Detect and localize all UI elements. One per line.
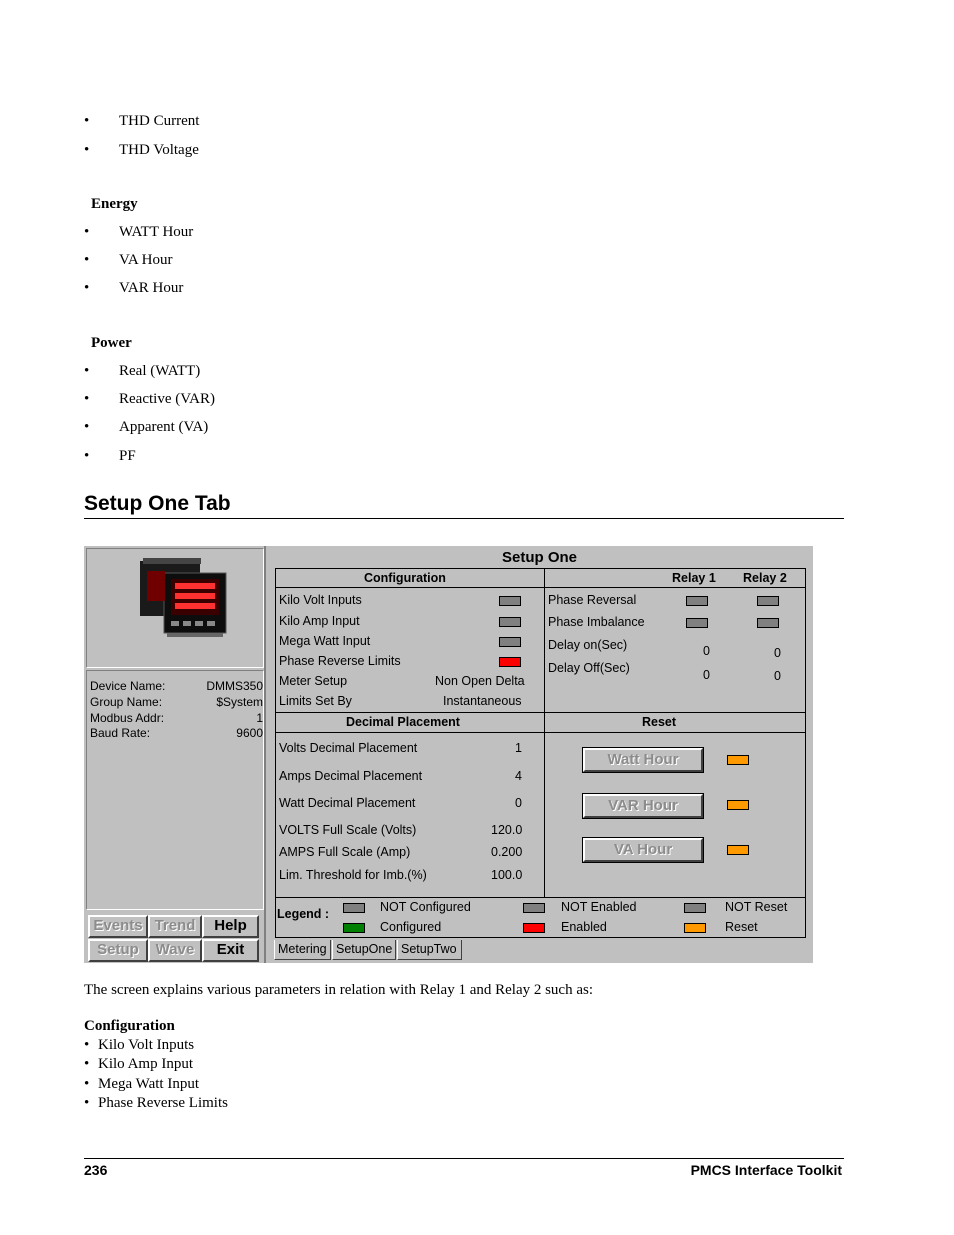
legend-not-reset-label: NOT Reset	[725, 900, 788, 914]
delay-off-label: Delay Off(Sec)	[548, 661, 630, 675]
va-hour-reset-button[interactable]: VA Hour	[583, 838, 703, 862]
bullet-icon: •	[84, 252, 90, 268]
configuration-heading: Configuration	[84, 1018, 175, 1034]
mega-watt-input-indicator[interactable]	[499, 637, 521, 647]
intro-paragraph: The screen explains various parameters in relation with Relay 1 and Relay 2 such as:	[84, 982, 594, 998]
lim-threshold-label: Lim. Threshold for Imb.(%)	[279, 868, 427, 882]
list-item: • VAR Hour	[84, 280, 184, 296]
phase-reverse-limits-label: Phase Reverse Limits	[279, 654, 401, 668]
bullet-icon: •	[84, 1076, 90, 1092]
delay-on-relay1-value[interactable]: 0	[703, 644, 710, 658]
tab-setup-two[interactable]: SetupTwo	[397, 940, 462, 960]
bullet-icon: •	[84, 419, 90, 435]
amps-decimal-label: Amps Decimal Placement	[279, 769, 423, 783]
baud-rate-row: Baud Rate: 9600	[90, 726, 263, 740]
bullet-icon: •	[84, 1056, 90, 1072]
lim-threshold-value[interactable]: 100.0	[491, 868, 523, 882]
section-title: Setup One Tab	[84, 492, 231, 515]
footer-rule	[84, 1158, 844, 1159]
var-hour-reset-button[interactable]: VAR Hour	[583, 794, 703, 818]
legend-not-configured-swatch	[343, 903, 365, 913]
bullet-icon: •	[84, 142, 90, 158]
divider	[276, 732, 805, 733]
phase-imbalance-relay1-indicator[interactable]	[686, 618, 708, 628]
amps-full-scale-label: AMPS Full Scale (Amp)	[279, 845, 411, 859]
meter-setup-label: Meter Setup	[279, 674, 348, 688]
device-image-box	[86, 548, 264, 668]
reset-header: Reset	[642, 715, 677, 729]
help-button[interactable]: Help	[202, 915, 259, 938]
decimal-placement-header: Decimal Placement	[346, 715, 460, 729]
device-panel	[84, 546, 266, 963]
kilo-volt-inputs-indicator[interactable]	[499, 596, 521, 606]
list-item: • THD Current	[84, 113, 200, 129]
relay2-header: Relay 2	[743, 571, 787, 585]
limits-set-by-label: Limits Set By	[279, 694, 352, 708]
setup-button[interactable]: Setup	[88, 939, 148, 962]
kilo-amp-input-label: Kilo Amp Input	[279, 614, 360, 628]
legend-not-enabled-label: NOT Enabled	[561, 900, 637, 914]
va-hour-reset-indicator	[727, 845, 749, 855]
delay-on-label: Delay on(Sec)	[548, 638, 628, 652]
volts-full-scale-value[interactable]: 120.0	[491, 823, 523, 837]
legend-reset-label: Reset	[725, 920, 758, 934]
device-name-row: Device Name: DMMS350	[90, 679, 263, 693]
modbus-addr-row: Modbus Addr: 1	[90, 711, 263, 725]
meter-device-icon	[87, 549, 263, 667]
trend-button[interactable]: Trend	[148, 915, 202, 938]
bullet-icon: •	[84, 280, 90, 296]
list-item: • Phase Reverse Limits	[84, 1095, 228, 1111]
tab-bar	[268, 940, 813, 963]
bullet-icon: •	[84, 224, 90, 240]
energy-heading: Energy	[91, 196, 138, 212]
phase-imbalance-label: Phase Imbalance	[548, 615, 645, 629]
exit-button[interactable]: Exit	[202, 939, 259, 962]
phase-reversal-relay2-indicator[interactable]	[757, 596, 779, 606]
list-item: • VA Hour	[84, 252, 173, 268]
amps-full-scale-value[interactable]: 0.200	[491, 845, 523, 859]
legend-label: Legend :	[277, 907, 330, 921]
divider	[276, 897, 805, 898]
legend-not-configured-label: NOT Configured	[380, 900, 471, 914]
list-item: • Kilo Volt Inputs	[84, 1037, 195, 1053]
device-info	[86, 670, 264, 910]
list-item: • Mega Watt Input	[84, 1076, 199, 1092]
bullet-icon: •	[84, 1037, 90, 1053]
tab-setup-one[interactable]: SetupOne	[332, 940, 396, 960]
page-number: 236	[84, 1162, 108, 1178]
phase-reversal-relay1-indicator[interactable]	[686, 596, 708, 606]
legend-not-reset-swatch	[684, 903, 706, 913]
watt-hour-reset-button[interactable]: Watt Hour	[583, 748, 703, 772]
bullet-icon: •	[84, 448, 90, 464]
bullet-icon: •	[84, 391, 90, 407]
events-button[interactable]: Events	[88, 915, 148, 938]
divider	[276, 712, 805, 713]
bullet-icon: •	[84, 363, 90, 379]
list-item: • WATT Hour	[84, 224, 194, 240]
phase-reversal-label: Phase Reversal	[548, 593, 637, 607]
legend-enabled-swatch	[523, 923, 545, 933]
list-item: • PF	[84, 448, 136, 464]
watt-decimal-label: Watt Decimal Placement	[279, 796, 416, 810]
legend-enabled-label: Enabled	[561, 920, 607, 934]
wave-button[interactable]: Wave	[148, 939, 202, 962]
legend-configured-swatch	[343, 923, 365, 933]
amps-decimal-value[interactable]: 4	[515, 769, 522, 783]
setup-one-panel	[268, 548, 811, 940]
group-name-row: Group Name: $System	[90, 695, 263, 709]
tab-metering[interactable]: Metering	[274, 940, 331, 960]
mega-watt-input-label: Mega Watt Input	[279, 634, 371, 648]
footer-title: PMCS Interface Toolkit	[690, 1162, 842, 1178]
delay-on-relay2-value[interactable]: 0	[774, 646, 781, 660]
phase-imbalance-relay2-indicator[interactable]	[757, 618, 779, 628]
watt-hour-reset-indicator	[727, 755, 749, 765]
legend-configured-label: Configured	[380, 920, 442, 934]
delay-off-relay2-value[interactable]: 0	[774, 669, 781, 683]
panel-title: Setup One	[501, 549, 577, 566]
bullet-icon: •	[84, 113, 90, 129]
list-item: • Kilo Amp Input	[84, 1056, 194, 1072]
relay1-header: Relay 1	[672, 571, 716, 585]
legend-not-enabled-swatch	[523, 903, 545, 913]
title-rule	[84, 518, 844, 519]
kilo-amp-input-indicator[interactable]	[499, 617, 521, 627]
volts-decimal-value[interactable]: 1	[515, 741, 522, 755]
kilo-volt-inputs-label: Kilo Volt Inputs	[279, 593, 362, 607]
power-heading: Power	[91, 335, 132, 351]
bullet-icon: •	[84, 1095, 90, 1111]
volts-full-scale-label: VOLTS Full Scale (Volts)	[279, 823, 417, 837]
list-item: • Apparent (VA)	[84, 419, 209, 435]
legend-reset-swatch	[684, 923, 706, 933]
list-item: • Reactive (VAR)	[84, 391, 215, 407]
volts-decimal-label: Volts Decimal Placement	[279, 741, 418, 755]
var-hour-reset-indicator	[727, 800, 749, 810]
list-item: • THD Voltage	[84, 142, 199, 158]
watt-decimal-value[interactable]: 0	[515, 796, 522, 810]
divider	[276, 587, 805, 588]
setup-one-screen	[84, 546, 813, 963]
settings-grid	[275, 568, 806, 938]
phase-reverse-limits-indicator[interactable]	[499, 657, 521, 667]
meter-setup-value: Non Open Delta	[435, 674, 525, 688]
list-item: • Real (WATT)	[84, 363, 201, 379]
limits-set-by-value: Instantaneous	[443, 694, 522, 708]
configuration-header: Configuration	[364, 571, 446, 585]
divider	[544, 569, 545, 897]
delay-off-relay1-value[interactable]: 0	[703, 668, 710, 682]
